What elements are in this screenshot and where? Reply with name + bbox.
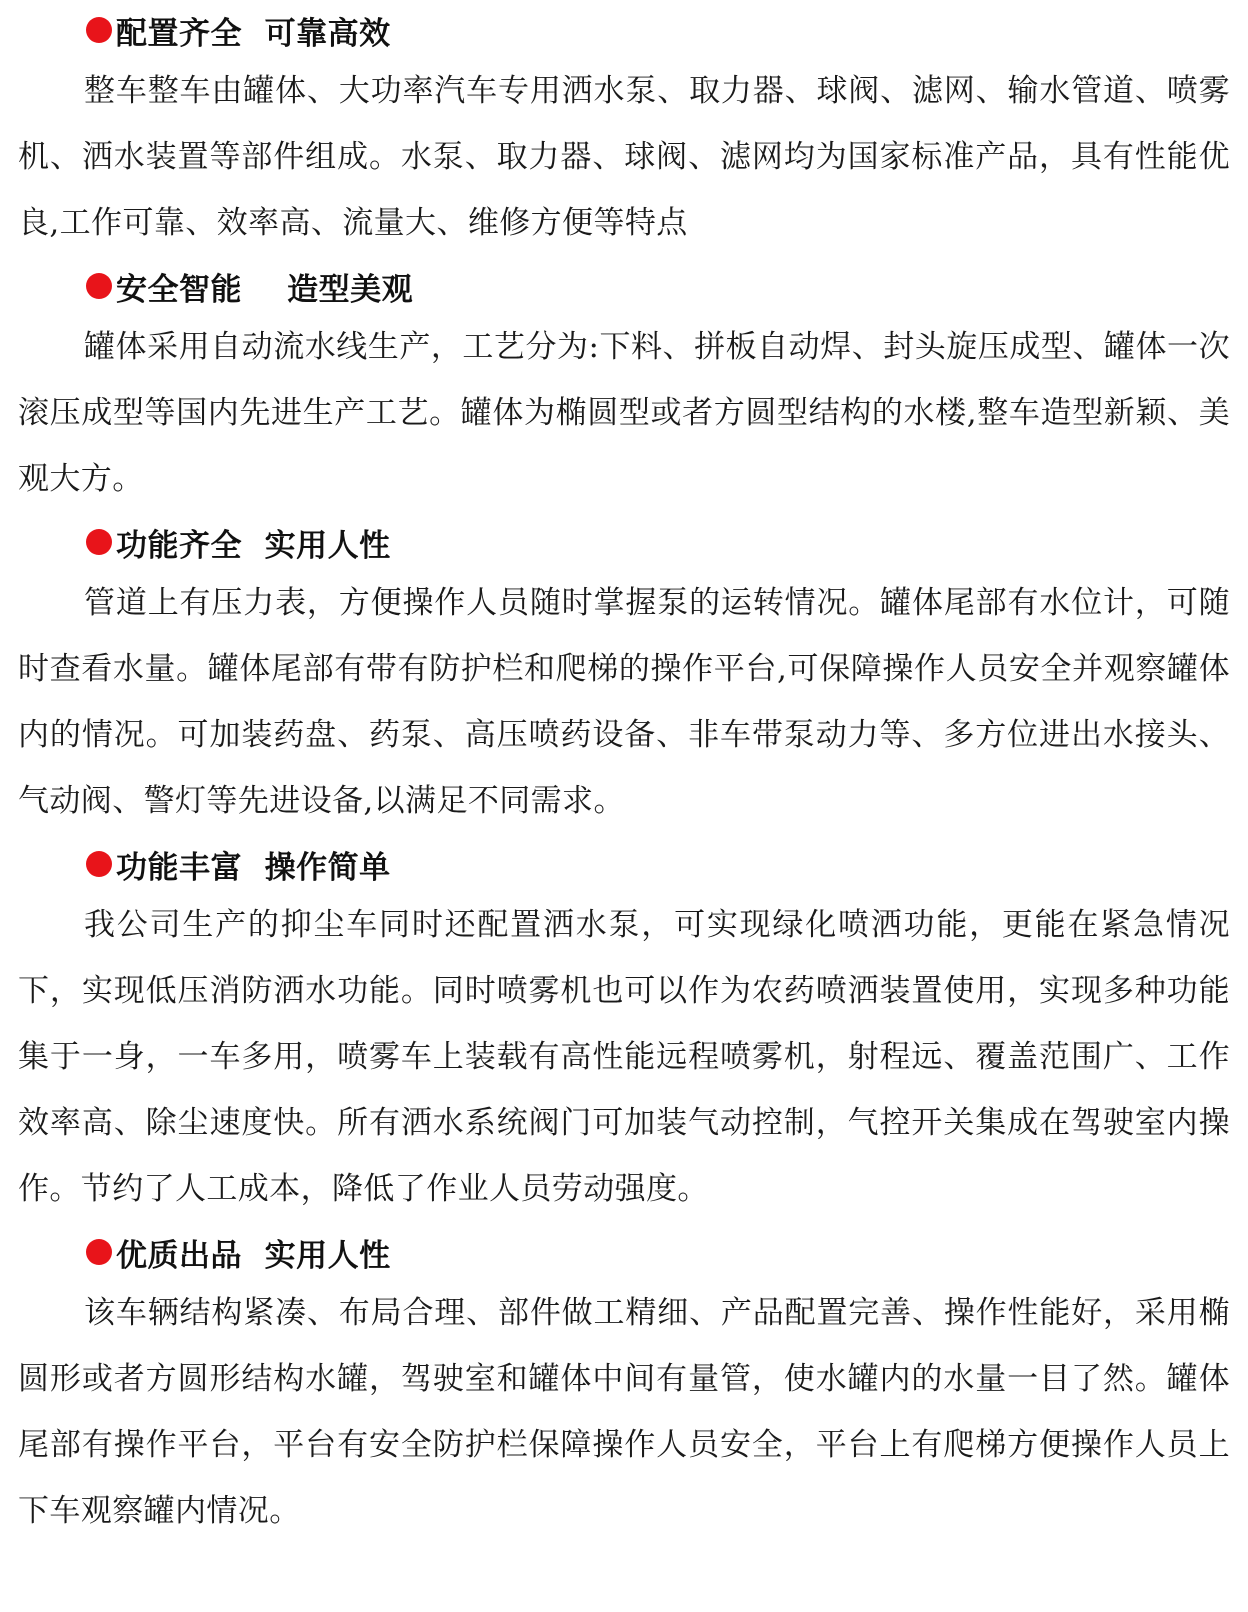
red-bullet-icon — [86, 1239, 112, 1265]
section-body: 该车辆结构紧凑、布局合理、部件做工精细、产品配置完善、操作性能好，采用椭圆形或者方圆形结构水罐，驾驶室和罐体中间有量管，使水罐内的水量一目了然。罐体尾部有操作平台，平台有安全防护栏保障操作人员安全，平台上有爬梯方便操作人员上下车观察罐内情况。 — [18, 1295, 1230, 1529]
red-bullet-icon — [86, 851, 112, 877]
section-heading-text: 功能丰富 操作简单 — [116, 849, 391, 886]
section-heading — [18, 514, 1230, 570]
section-heading — [18, 2, 1230, 58]
section-body: 管道上有压力表，方便操作人员随时掌握泵的运转情况。罐体尾部有水位计，可随时查看水量。罐体尾部有带有防护栏和爬梯的操作平台,可保障操作人员安全并观察罐体内的情况。可加装药盘、药泵、高压喷药设备、非车带泵动力等、多方位进出水接头、气动阀、警灯等先进设备,以满足不同需求。 — [18, 585, 1230, 819]
section-heading — [18, 258, 1230, 314]
section-body: 罐体采用自动流水线生产，工艺分为:下料、拼板自动焊、封头旋压成型、罐体一次滚压成型等国内先进生产工艺。罐体为椭圆型或者方圆型结构的水楼,整车造型新颖、美观大方。 — [18, 329, 1230, 497]
section-functions — [18, 514, 1230, 834]
section-config — [18, 2, 1230, 256]
section-operation — [18, 836, 1230, 1222]
red-bullet-icon — [86, 529, 112, 555]
red-bullet-icon — [86, 17, 112, 43]
section-heading — [18, 1224, 1230, 1280]
section-heading — [18, 836, 1230, 892]
section-heading-text: 安全智能 造型美观 — [116, 271, 414, 308]
section-quality — [18, 1224, 1230, 1544]
section-body: 我公司生产的抑尘车同时还配置洒水泵，可实现绿化喷洒功能，更能在紧急情况下，实现低压消防洒水功能。同时喷雾机也可以作为农药喷洒装置使用，实现多种功能集于一身，一车多用，喷雾车上装载有高性能远程喷雾机，射程远、覆盖范围广、工作效率高、除尘速度快。所有洒水系统阀门可加装气动控制，气控开关集成在驾驶室内操作。节约了人工成本，降低了作业人员劳动强度。 — [18, 907, 1230, 1207]
section-safety — [18, 258, 1230, 512]
section-body: 整车整车由罐体、大功率汽车专用洒水泵、取力器、球阀、滤网、输水管道、喷雾机、洒水装置等部件组成。水泵、取力器、球阀、滤网均为国家标准产品，具有性能优良,工作可靠、效率高、流量大、维修方便等特点 — [18, 73, 1230, 241]
red-bullet-icon — [86, 273, 112, 299]
document-page — [18, 0, 1230, 1544]
section-heading-text: 功能齐全 实用人性 — [116, 527, 391, 564]
section-heading-text: 优质出品 实用人性 — [116, 1237, 391, 1274]
section-heading-text: 配置齐全 可靠高效 — [116, 15, 391, 52]
